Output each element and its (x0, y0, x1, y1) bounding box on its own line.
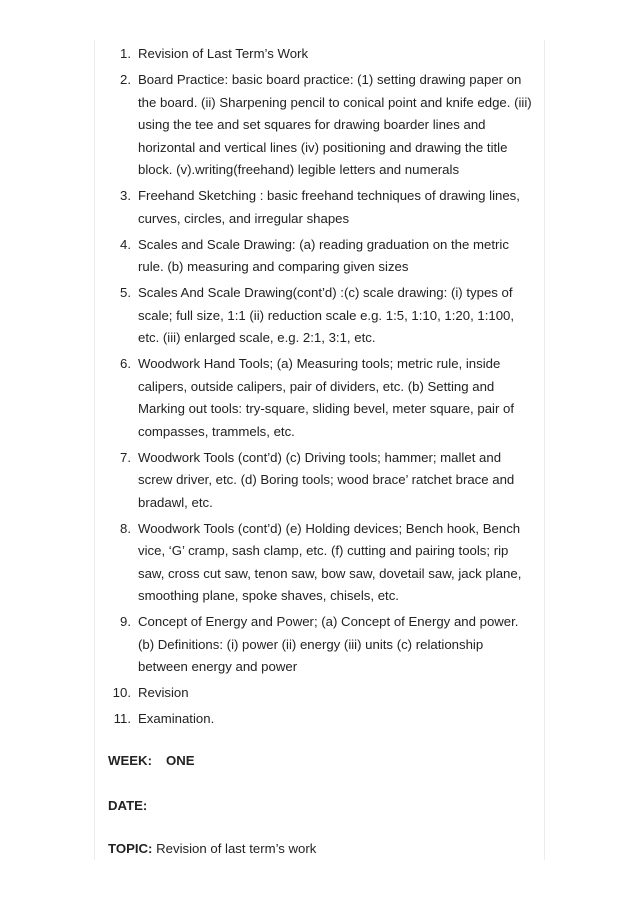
week-label: WEEK: (108, 753, 152, 768)
list-item-number: 6. (120, 356, 131, 371)
list-item-text: Woodwork Tools (cont’d) (e) Holding devices; Bench hook, Bench vice, ‘G’ cramp, sash clamp, etc. (f) cutting and pairing tools; rip saw, cross cut saw, tenon saw, bow saw, dovetail saw, jack plane, smoothing plane, spoke shaves, chisels, etc. (138, 520, 522, 603)
list-item-text: Woodwork Hand Tools; (a) Measuring tools; metric rule, inside calipers, outside calipers, pair of dividers, etc. (b) Setting and Marking out tools: try-square, sliding bevel, meter square, pair of compasses, trammels, etc. (138, 356, 515, 439)
topic-line (108, 840, 316, 858)
list-item (95, 611, 535, 679)
list-item-text: Revision (138, 685, 189, 700)
list-item-text: Examination. (138, 711, 215, 726)
list-item (95, 708, 535, 731)
list-item-number: 10. (112, 685, 131, 700)
list-item (95, 282, 535, 350)
list-item-number: 7. (120, 449, 131, 465)
list-item-number: 9. (120, 614, 131, 629)
list-item (95, 234, 535, 279)
list-item (95, 185, 535, 230)
list-item-number: 4. (120, 236, 131, 252)
scheme-of-work-list (95, 43, 535, 734)
list-item-text: Scales and Scale Drawing: (a) reading graduation on the metric rule. (b) measuring and comparing given sizes (138, 236, 509, 274)
list-item-number: 8. (120, 520, 131, 536)
list-item-text: Woodwork Tools (cont’d) (c) Driving tools; hammer; mallet and screw driver, etc. (d) Boring tools; wood brace’ ratchet brace and bradawl, etc. (138, 449, 515, 510)
list-item-number: 1. (120, 46, 131, 61)
list-item-text: Concept of Energy and Power; (a) Concept of Energy and power. (b) Definitions: (i) power (ii) energy (iii) units (c) relationship between energy and power (138, 614, 519, 674)
list-item-text: Board Practice: basic board practice: (1) setting drawing paper on the board. (ii) Sharpening pencil to conical point and knife edge. (iii) using the tee and set squares for drawing boarder lines and horizontal and vertical lines (iv) positioning and drawing the title block. (v).writing(freehand) legible letters and numerals (138, 72, 532, 177)
list-item (95, 43, 535, 66)
list-item (95, 69, 535, 182)
list-item-text: Revision of Last Term’s Work (138, 46, 309, 61)
list-item-number: 2. (120, 72, 131, 87)
list-item-text: Scales And Scale Drawing(cont’d) :(c) scale drawing: (i) types of scale; full size, 1:1 (ii) reduction scale e.g. 1:5, 1:10, 1:20, 1:100, etc. (iii) enlarged scale, e.g. 2:1, 3:1, etc. (138, 285, 515, 345)
date-line (108, 797, 147, 815)
list-item-number: 5. (120, 285, 131, 300)
list-item (95, 447, 535, 515)
document-page (94, 40, 545, 860)
list-item-number: 11. (113, 711, 131, 726)
topic-label: TOPIC: (108, 841, 153, 856)
list-item (95, 518, 535, 608)
list-item (95, 353, 535, 443)
date-label: DATE: (108, 798, 148, 813)
list-item-number: 3. (120, 188, 131, 203)
list-item-text: Freehand Sketching : basic freehand techniques of drawing lines, curves, circles, and irregular shapes (138, 188, 520, 226)
week-line (108, 752, 195, 770)
list-item (95, 682, 535, 705)
week-value: ONE (165, 753, 195, 768)
topic-value: Revision of last term’s work (156, 841, 317, 856)
